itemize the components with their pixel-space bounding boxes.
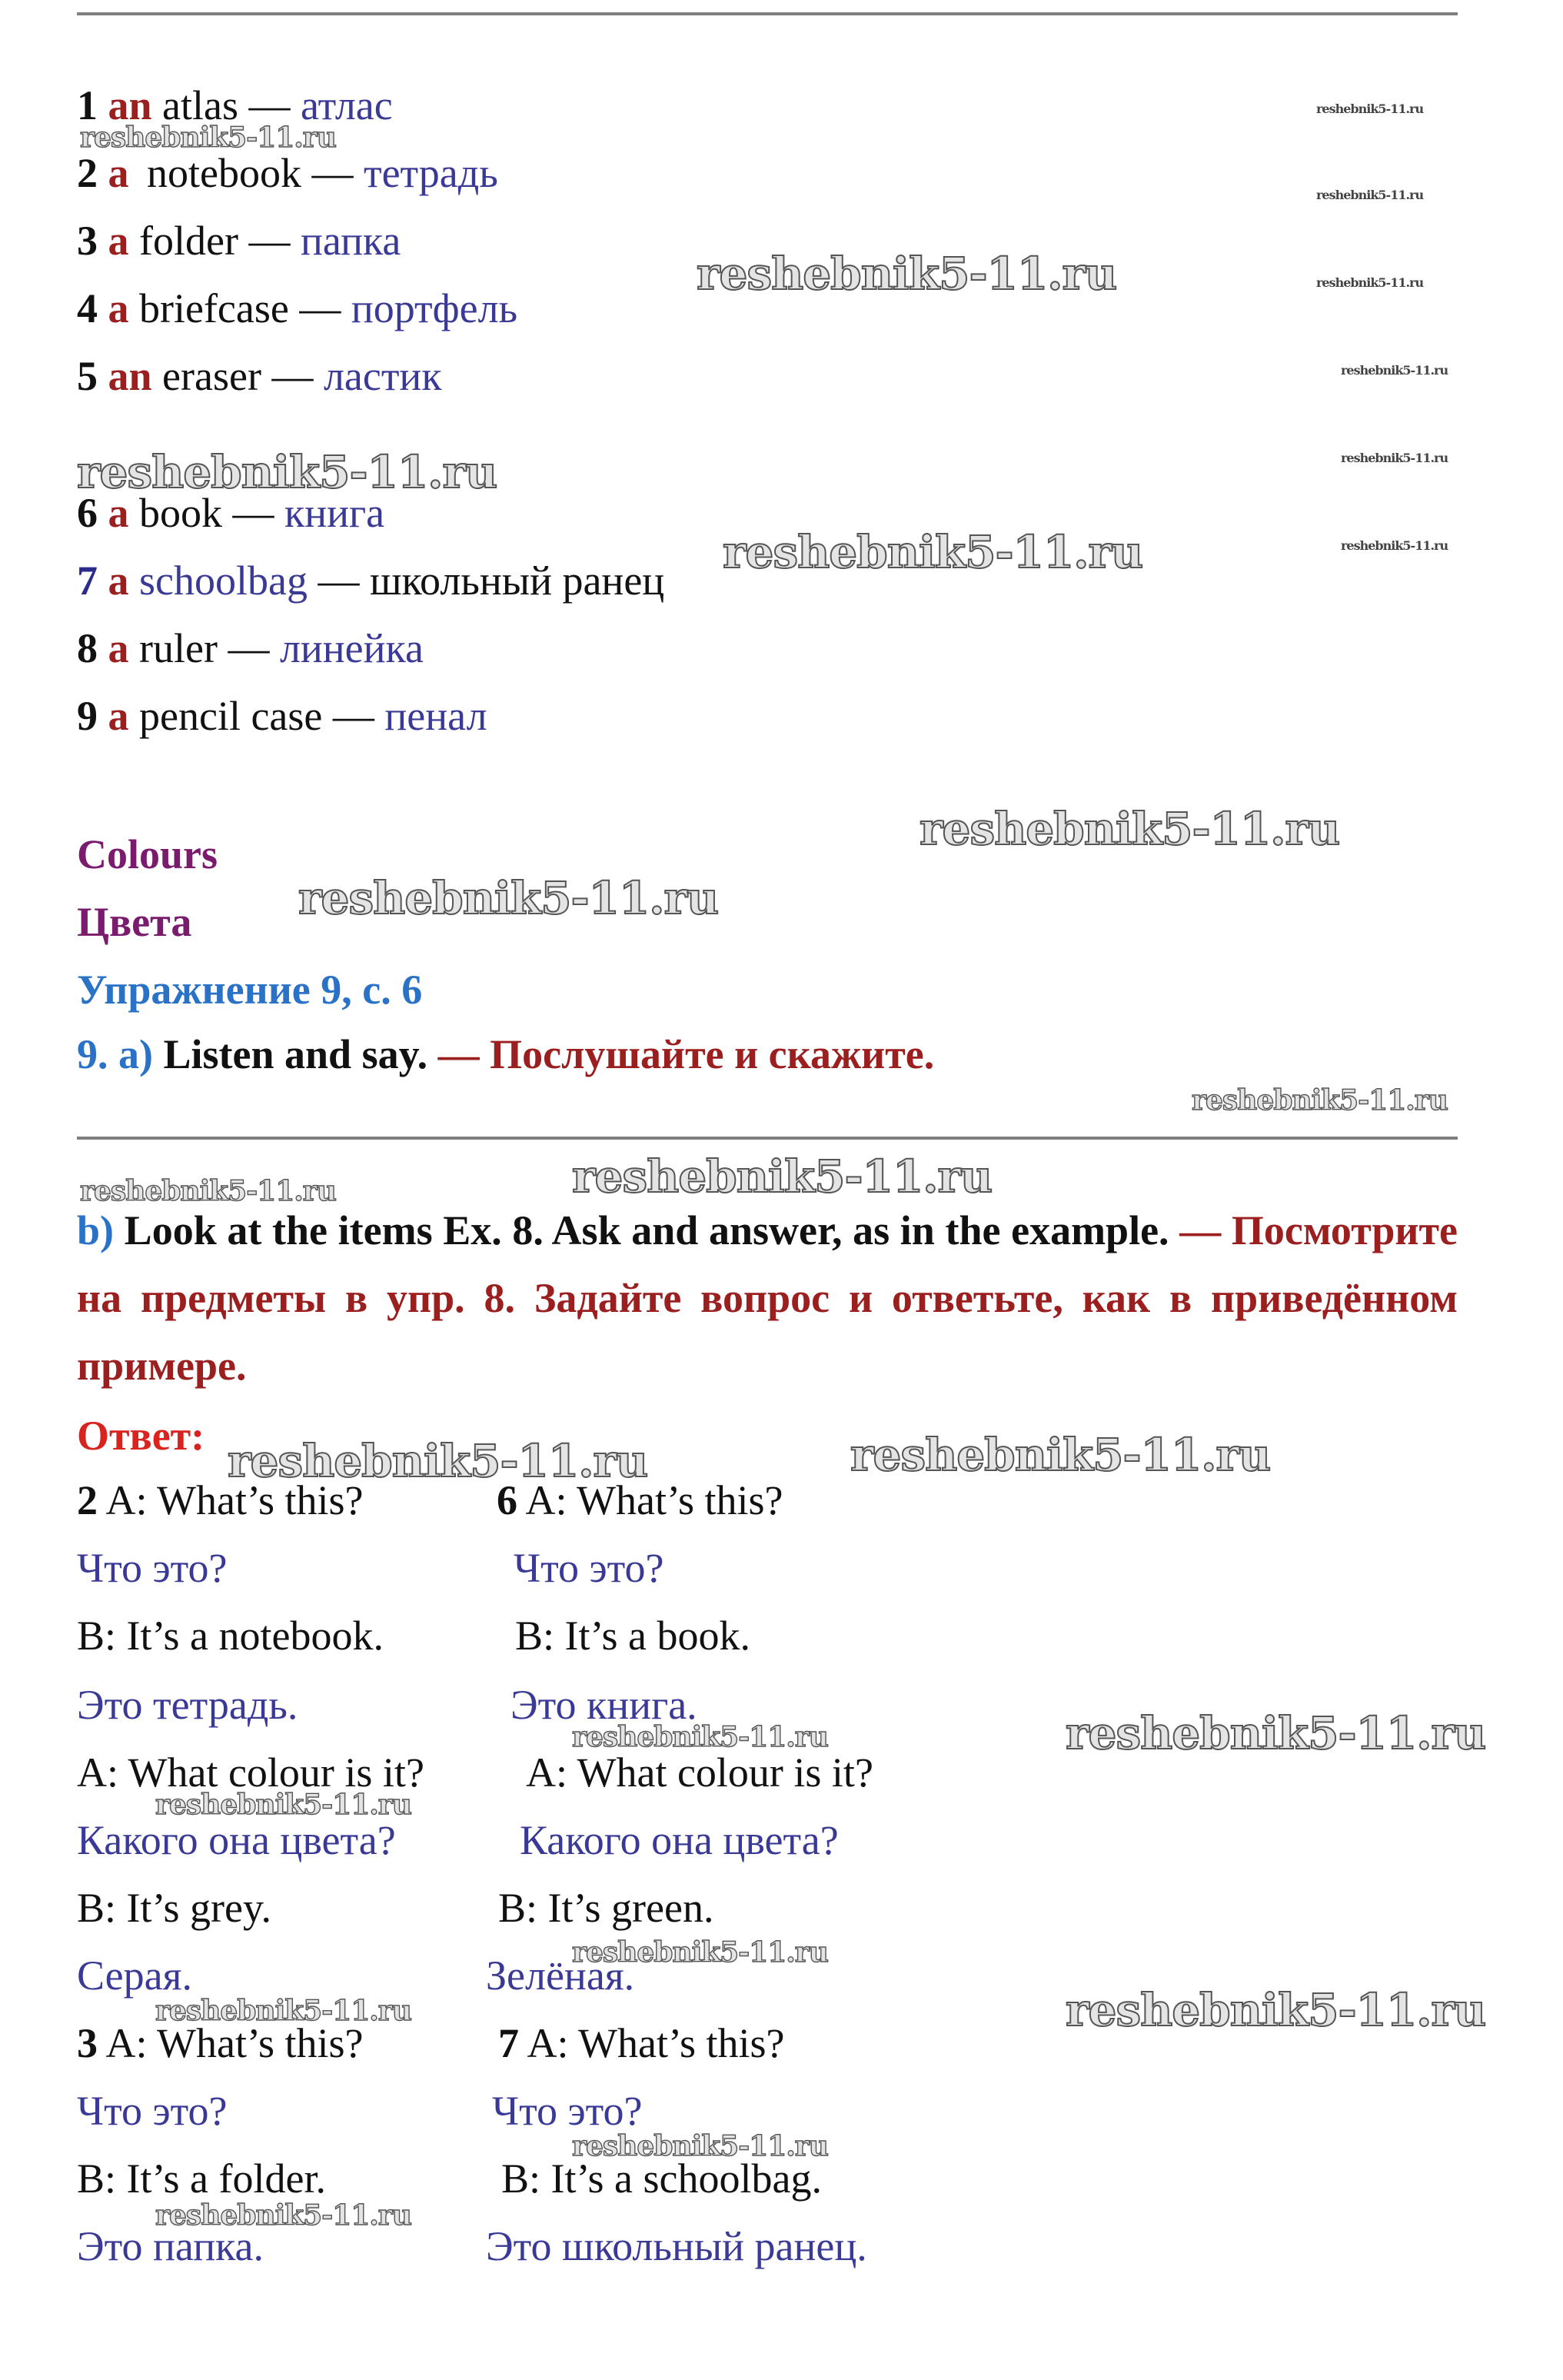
watermark: reshebnik5-11.ru	[723, 526, 1143, 578]
dialog-3-answer-ru: Это папка.	[77, 2223, 264, 2269]
item-number: 5	[77, 353, 98, 399]
watermark: reshebnik5-11.ru	[1341, 363, 1448, 378]
dialog-line: A: What’s this?	[105, 1477, 364, 1523]
dialog-line: A: What’s this?	[527, 2020, 785, 2066]
item-number: 9	[77, 693, 98, 739]
watermark: reshebnik5-11.ru	[1066, 1984, 1486, 2036]
dialog-6-question-2: A: What colour is it?	[526, 1749, 873, 1796]
section-title-en: Colours	[77, 831, 218, 877]
item-number: 6	[77, 490, 98, 536]
watermark: reshebnik5-11.ru	[572, 1721, 828, 1753]
watermark: reshebnik5-11.ru	[1066, 1707, 1486, 1759]
watermark: reshebnik5-11.ru	[1341, 451, 1448, 465]
item-number: 7	[77, 558, 98, 604]
item-word: book	[139, 490, 222, 536]
item-translation: школьный ранец	[369, 558, 665, 604]
dialog-3-question	[77, 2022, 364, 2064]
item-word: folder	[139, 218, 238, 264]
dialog-6-answer: B: It’s a book.	[515, 1613, 750, 1659]
dialog-6-answer-2: B: It’s green.	[498, 1885, 714, 1931]
vocab-item-5	[77, 355, 442, 397]
watermark: reshebnik5-11.ru	[77, 446, 497, 498]
watermark: reshebnik5-11.ru	[572, 1150, 993, 1203]
item-translation: атлас	[301, 82, 393, 128]
item-dash: —	[232, 490, 274, 536]
watermark: reshebnik5-11.ru	[920, 803, 1340, 855]
watermark: reshebnik5-11.ru	[1341, 538, 1448, 553]
task-a-russian: — Послушайте и скажите.	[437, 1031, 935, 1077]
dialog-6-answer-2-ru: Зелёная.	[486, 1952, 635, 1999]
dialog-number: 2	[77, 1477, 98, 1523]
dialog-number: 3	[77, 2020, 98, 2066]
item-word: eraser	[162, 353, 261, 399]
watermark: reshebnik5-11.ru	[1316, 275, 1424, 290]
item-word: schoolbag	[139, 558, 308, 604]
vocab-item-1	[77, 82, 393, 128]
dialog-7-question	[498, 2022, 785, 2064]
dialog-2-answer: B: It’s a notebook.	[77, 1613, 384, 1659]
item-number: 8	[77, 625, 98, 671]
item-article: a	[108, 558, 129, 604]
vocab-item-9	[77, 695, 487, 737]
vocab-item-2	[77, 152, 498, 194]
item-dash: —	[248, 82, 291, 128]
watermark: reshebnik5-11.ru	[228, 1435, 648, 1487]
item-word: notebook	[147, 150, 301, 196]
item-dash: —	[332, 693, 374, 739]
item-translation: пенал	[384, 693, 487, 739]
dialog-2-answer-2-ru: Серая.	[77, 1952, 192, 1999]
watermark: reshebnik5-11.ru	[1316, 102, 1424, 116]
item-number: 2	[77, 150, 98, 196]
middle-divider	[77, 1137, 1458, 1140]
task-b	[77, 1197, 1458, 1400]
watermark: reshebnik5-11.ru	[572, 1936, 828, 1969]
watermark: reshebnik5-11.ru	[1316, 188, 1424, 202]
task-b-label: b)	[77, 1207, 115, 1253]
item-word: atlas	[162, 82, 239, 128]
watermark: reshebnik5-11.ru	[298, 872, 719, 924]
item-article: a	[108, 150, 129, 196]
watermark: reshebnik5-11.ru	[697, 248, 1117, 300]
item-number: 3	[77, 218, 98, 264]
vocab-item-6	[77, 492, 384, 534]
dialog-6-question-2-ru: Какого она цвета?	[520, 1817, 839, 1863]
watermark: reshebnik5-11.ru	[850, 1429, 1271, 1481]
task-a	[77, 1031, 935, 1077]
dialog-2-answer-2: B: It’s grey.	[77, 1885, 271, 1931]
item-word: pencil case	[139, 693, 323, 739]
vocab-item-8	[77, 627, 424, 669]
dialog-line: A: What’s this?	[525, 1477, 783, 1523]
exercise-heading: Упражнение 9, с. 6	[77, 967, 423, 1013]
dialog-6-answer-ru: Это книга.	[510, 1682, 697, 1728]
dialog-3-answer: B: It’s a folder.	[77, 2155, 326, 2202]
item-article: a	[108, 693, 129, 739]
item-article: a	[108, 490, 129, 536]
answer-label: Ответ:	[77, 1413, 205, 1459]
item-word: briefcase	[139, 285, 289, 331]
watermark: reshebnik5-11.ru	[155, 1789, 411, 1821]
task-a-english: Listen and say.	[163, 1031, 428, 1077]
vocab-item-7	[77, 558, 665, 604]
task-b-english: Look at the items Ex. 8. Ask and answer, as in the example.	[124, 1207, 1169, 1253]
dialog-2-question-2: A: What colour is it?	[77, 1749, 424, 1796]
item-translation: портфель	[351, 285, 518, 331]
dialog-3-question-ru: Что это?	[77, 2088, 228, 2134]
dialog-7-answer: B: It’s a schoolbag.	[501, 2155, 822, 2202]
item-dash: —	[299, 285, 341, 331]
item-dash: —	[248, 218, 291, 264]
dialog-7-answer-ru: Это школьный ранец.	[486, 2223, 867, 2269]
dialog-7-question-ru: Что это?	[492, 2088, 643, 2134]
watermark: reshebnik5-11.ru	[1192, 1084, 1448, 1117]
item-number: 4	[77, 285, 98, 331]
item-article: an	[108, 353, 152, 399]
dialog-number: 7	[498, 2020, 519, 2066]
item-article: a	[108, 218, 129, 264]
item-article: a	[108, 625, 129, 671]
watermark: reshebnik5-11.ru	[155, 2199, 411, 2232]
watermark: reshebnik5-11.ru	[155, 1995, 411, 2027]
section-title-ru: Цвета	[77, 899, 192, 945]
vocab-item-4	[77, 285, 518, 331]
dialog-2-answer-ru: Это тетрадь.	[77, 1682, 298, 1728]
item-translation: папка	[300, 218, 401, 264]
item-translation: ластик	[323, 353, 442, 399]
dialog-2-question-ru: Что это?	[77, 1545, 228, 1591]
dialog-number: 6	[497, 1477, 517, 1523]
item-dash: —	[318, 558, 360, 604]
task-b-russian: — Посмотрите на предметы в упр. 8. Задайте вопрос и ответьте, как в приведённом примере.	[77, 1207, 1458, 1389]
watermark: reshebnik5-11.ru	[80, 121, 336, 154]
item-word: ruler	[139, 625, 218, 671]
vocab-item-3	[77, 218, 401, 264]
task-a-label: 9. a)	[77, 1031, 153, 1077]
item-article: a	[108, 285, 129, 331]
dialog-line: A: What’s this?	[105, 2020, 364, 2066]
item-translation: книга	[284, 490, 385, 536]
watermark: reshebnik5-11.ru	[572, 2130, 828, 2162]
dialog-6-question-ru: Что это?	[514, 1545, 664, 1591]
watermark: reshebnik5-11.ru	[80, 1175, 336, 1207]
item-dash: —	[228, 625, 270, 671]
item-dash: —	[311, 150, 354, 196]
item-translation: тетрадь	[363, 150, 498, 196]
item-dash: —	[271, 353, 314, 399]
item-article: an	[108, 82, 152, 128]
item-translation: линейка	[279, 625, 424, 671]
top-divider	[77, 12, 1458, 15]
dialog-2-question-2-ru: Какого она цвета?	[77, 1817, 396, 1863]
item-number: 1	[77, 82, 98, 128]
